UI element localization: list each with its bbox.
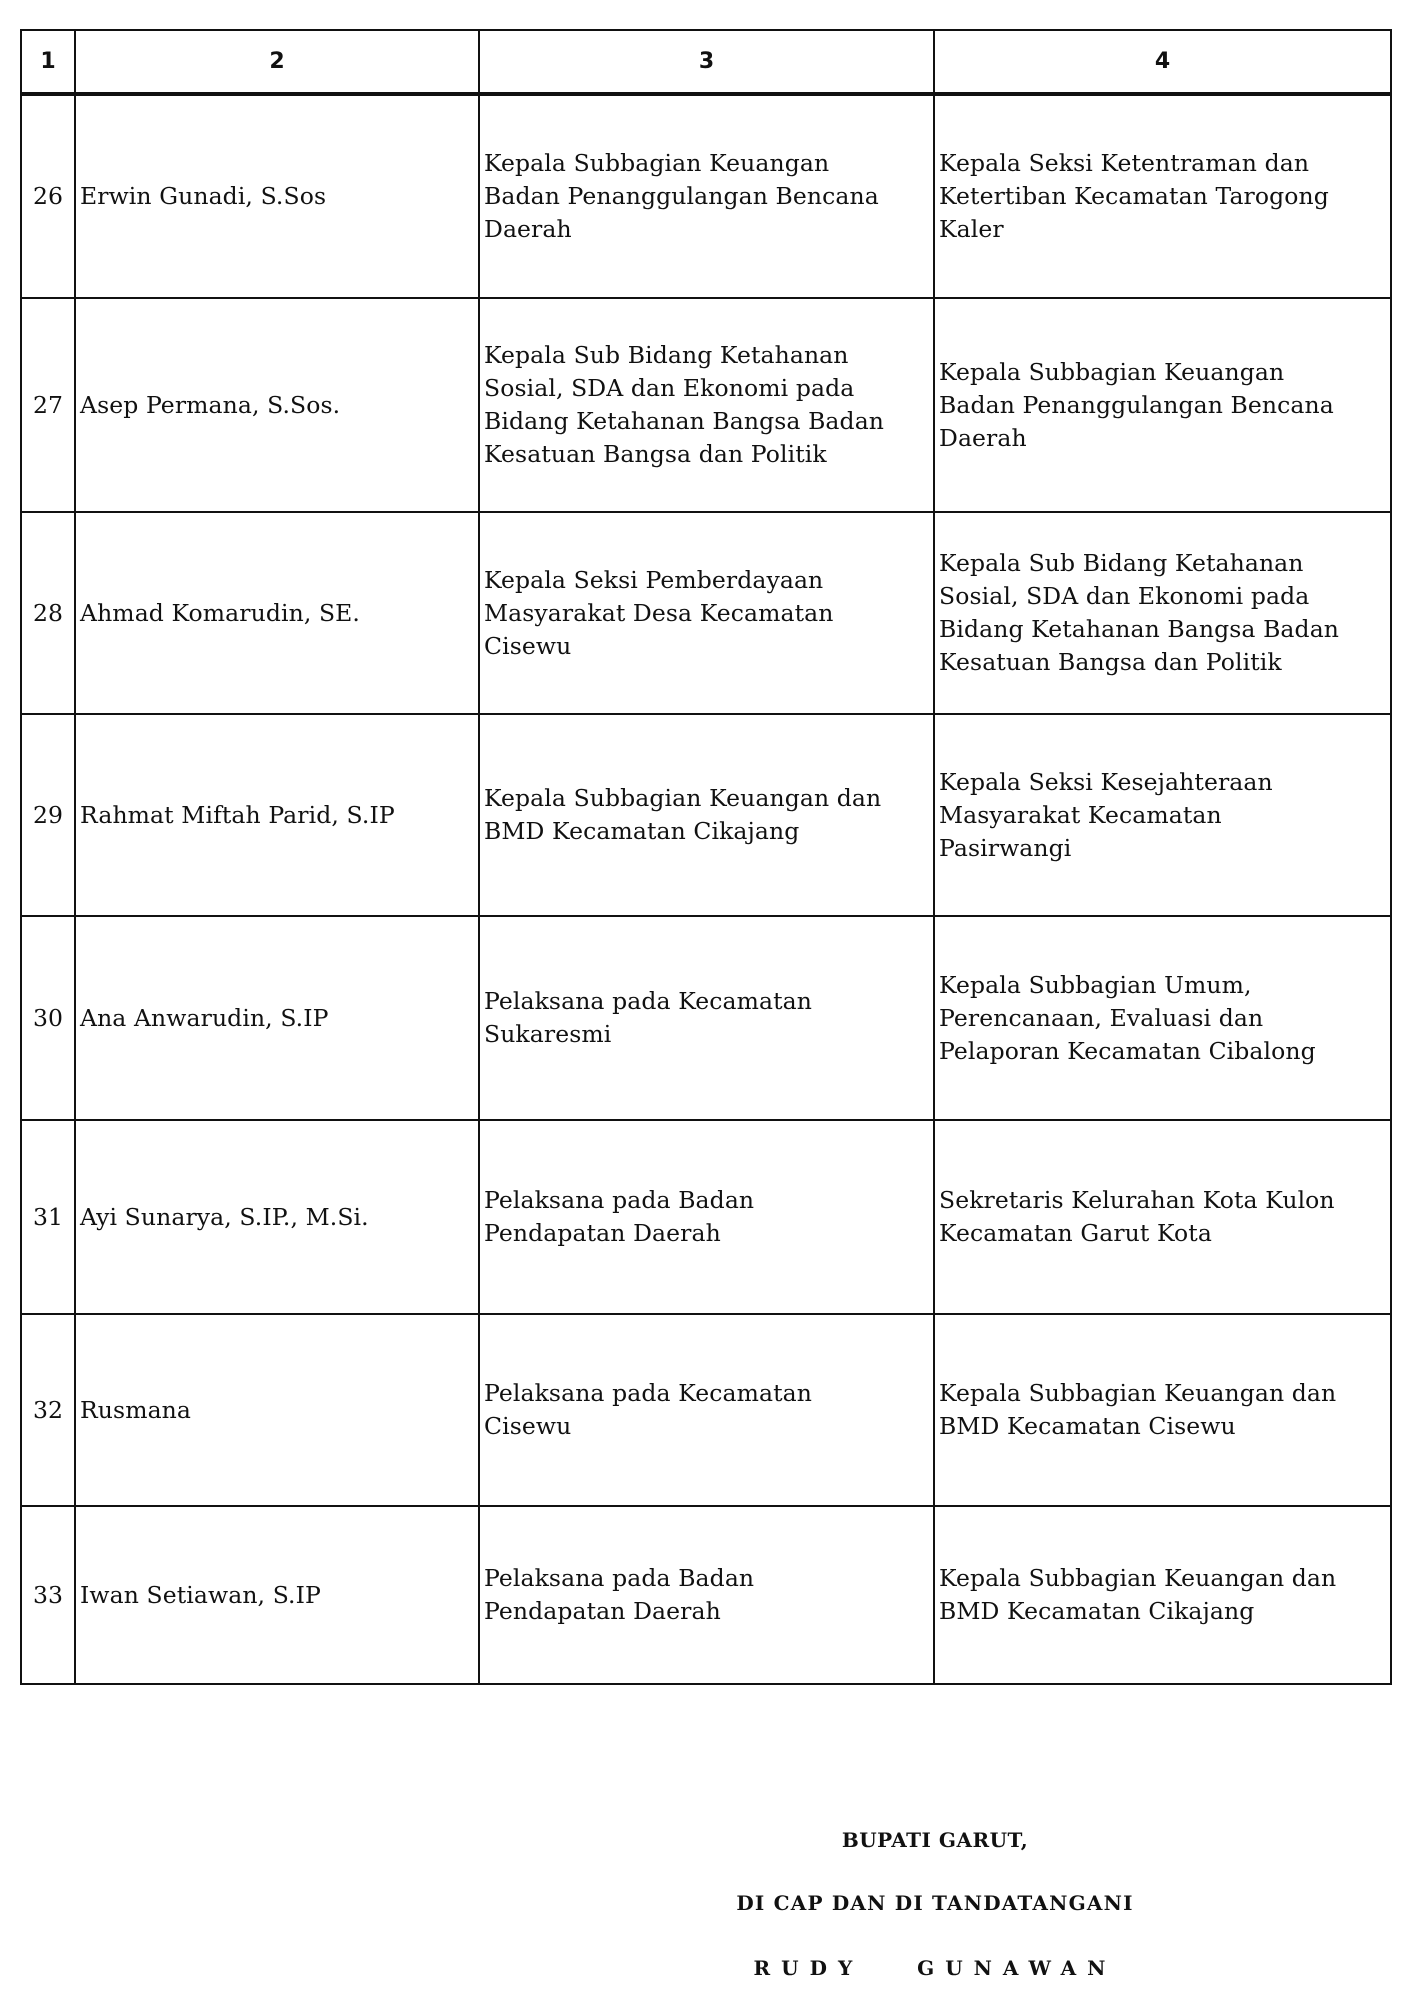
new-position: Kepala Subbagian Keuangan Badan Penanggulangan Bencana Daerah	[934, 298, 1391, 512]
old-position: Pelaksana pada Badan Pendapatan Daerah	[479, 1506, 934, 1684]
new-position: Kepala Sub Bidang Ketahanan Sosial, SDA dan Ekonomi pada Bidang Ketahanan Bangsa Badan Kesatuan Bangsa dan Politik	[934, 512, 1391, 714]
new-position: Kepala Seksi Kesejahteraan Masyarakat Kecamatan Pasirwangi	[934, 714, 1391, 916]
header-col-3: 3	[479, 30, 934, 94]
table-row	[21, 1506, 1391, 1684]
old-position: Pelaksana pada Badan Pendapatan Daerah	[479, 1120, 934, 1314]
new-position: Sekretaris Kelurahan Kota Kulon Kecamatan Garut Kota	[934, 1120, 1391, 1314]
row-number: 30	[21, 916, 75, 1120]
header-col-2: 2	[75, 30, 479, 94]
employee-name: Rusmana	[75, 1314, 479, 1506]
old-position: Pelaksana pada Kecamatan Sukaresmi	[479, 916, 934, 1120]
row-number: 32	[21, 1314, 75, 1506]
new-position: Kepala Subbagian Keuangan dan BMD Kecamatan Cikajang	[934, 1506, 1391, 1684]
old-position: Kepala Subbagian Keuangan Badan Penanggulangan Bencana Daerah	[479, 94, 934, 298]
row-number: 31	[21, 1120, 75, 1314]
header-row	[21, 30, 1391, 94]
employee-name: Asep Permana, S.Sos.	[75, 298, 479, 512]
table-body	[21, 94, 1391, 1684]
signatory-title: BUPATI GARUT,	[841, 1828, 1029, 1852]
table-row	[21, 298, 1391, 512]
table-header	[21, 30, 1391, 94]
table-row	[21, 94, 1391, 298]
header-col-1: 1	[21, 30, 75, 94]
table-row	[21, 1314, 1391, 1506]
row-number: 27	[21, 298, 75, 512]
signature-stamp-note: DI CAP DAN DI TANDATANGANI	[736, 1891, 1134, 1915]
old-position: Kepala Subbagian Keuangan dan BMD Kecamatan Cikajang	[479, 714, 934, 916]
header-col-4: 4	[934, 30, 1391, 94]
employee-name: Ayi Sunarya, S.IP., M.Si.	[75, 1120, 479, 1314]
employee-name: Ana Anwarudin, S.IP	[75, 916, 479, 1120]
row-number: 28	[21, 512, 75, 714]
new-position: Kepala Subbagian Keuangan dan BMD Kecamatan Cisewu	[934, 1314, 1391, 1506]
old-position: Kepala Sub Bidang Ketahanan Sosial, SDA dan Ekonomi pada Bidang Ketahanan Bangsa Badan Kesatuan Bangsa dan Politik	[479, 298, 934, 512]
table-row	[21, 714, 1391, 916]
row-number: 29	[21, 714, 75, 916]
employee-name: Rahmat Miftah Parid, S.IP	[75, 714, 479, 916]
new-position: Kepala Subbagian Umum, Perencanaan, Evaluasi dan Pelaporan Kecamatan Cibalong	[934, 916, 1391, 1120]
signatory-name: RUDY GUNAWAN	[753, 1956, 1117, 1980]
row-number: 26	[21, 94, 75, 298]
employee-name: Erwin Gunadi, S.Sos	[75, 94, 479, 298]
old-position: Kepala Seksi Pemberdayaan Masyarakat Desa Kecamatan Cisewu	[479, 512, 934, 714]
table-row	[21, 1120, 1391, 1314]
row-number: 33	[21, 1506, 75, 1684]
personnel-transfer-table	[20, 29, 1392, 1685]
table-row	[21, 916, 1391, 1120]
old-position: Pelaksana pada Kecamatan Cisewu	[479, 1314, 934, 1506]
table-row	[21, 512, 1391, 714]
employee-name: Iwan Setiawan, S.IP	[75, 1506, 479, 1684]
employee-name: Ahmad Komarudin, SE.	[75, 512, 479, 714]
new-position: Kepala Seksi Ketentraman dan Ketertiban Kecamatan Tarogong Kaler	[934, 94, 1391, 298]
